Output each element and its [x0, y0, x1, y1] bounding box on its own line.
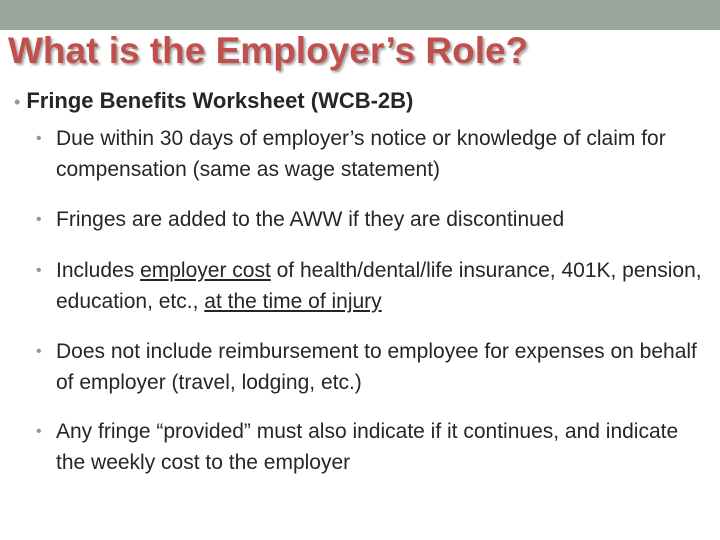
bullet-marker: •	[36, 423, 42, 440]
subbullet-text: Fringes are added to the AWW if they are discontinued	[56, 208, 565, 231]
subbullet-text	[36, 255, 706, 317]
top-decorative-band	[0, 0, 720, 30]
bullet-marker: •	[36, 262, 42, 279]
bullet-marker: •	[14, 92, 21, 112]
text-segment: Includes	[56, 259, 141, 282]
level1-bullet-fringe-benefits	[14, 86, 413, 117]
subbullet-does-not-include	[36, 336, 706, 398]
bullet-marker: •	[36, 130, 42, 147]
subbullet-fringes-added	[36, 204, 706, 235]
bullet-marker: •	[36, 343, 42, 360]
text-segment: of health/dental/life insurance, 401K, pension, education, etc.,	[56, 259, 702, 313]
slide-title: What is the Employer’s Role?	[8, 30, 529, 71]
underlined-employer-cost: employer cost	[140, 259, 271, 282]
subbullet-text: Any fringe “provided” must also indicate if it continues, and indicate the weekly cost to the employer	[56, 420, 679, 474]
subbullet-text: Does not include reimbursement to employee for expenses on behalf of employer (travel, lodging, etc.)	[56, 340, 697, 394]
subbullet-any-fringe-provided	[36, 416, 706, 478]
subbullet-due-within-30-days	[36, 123, 706, 185]
bullet-marker: •	[36, 211, 42, 228]
subbullet-includes-employer-cost	[36, 255, 706, 317]
underlined-time-of-injury: at the time of injury	[204, 290, 382, 313]
subbullet-text: Due within 30 days of employer’s notice or knowledge of claim for compensation (same as wage statement)	[56, 127, 666, 181]
level1-heading: Fringe Benefits Worksheet (WCB-2B)	[26, 88, 414, 113]
